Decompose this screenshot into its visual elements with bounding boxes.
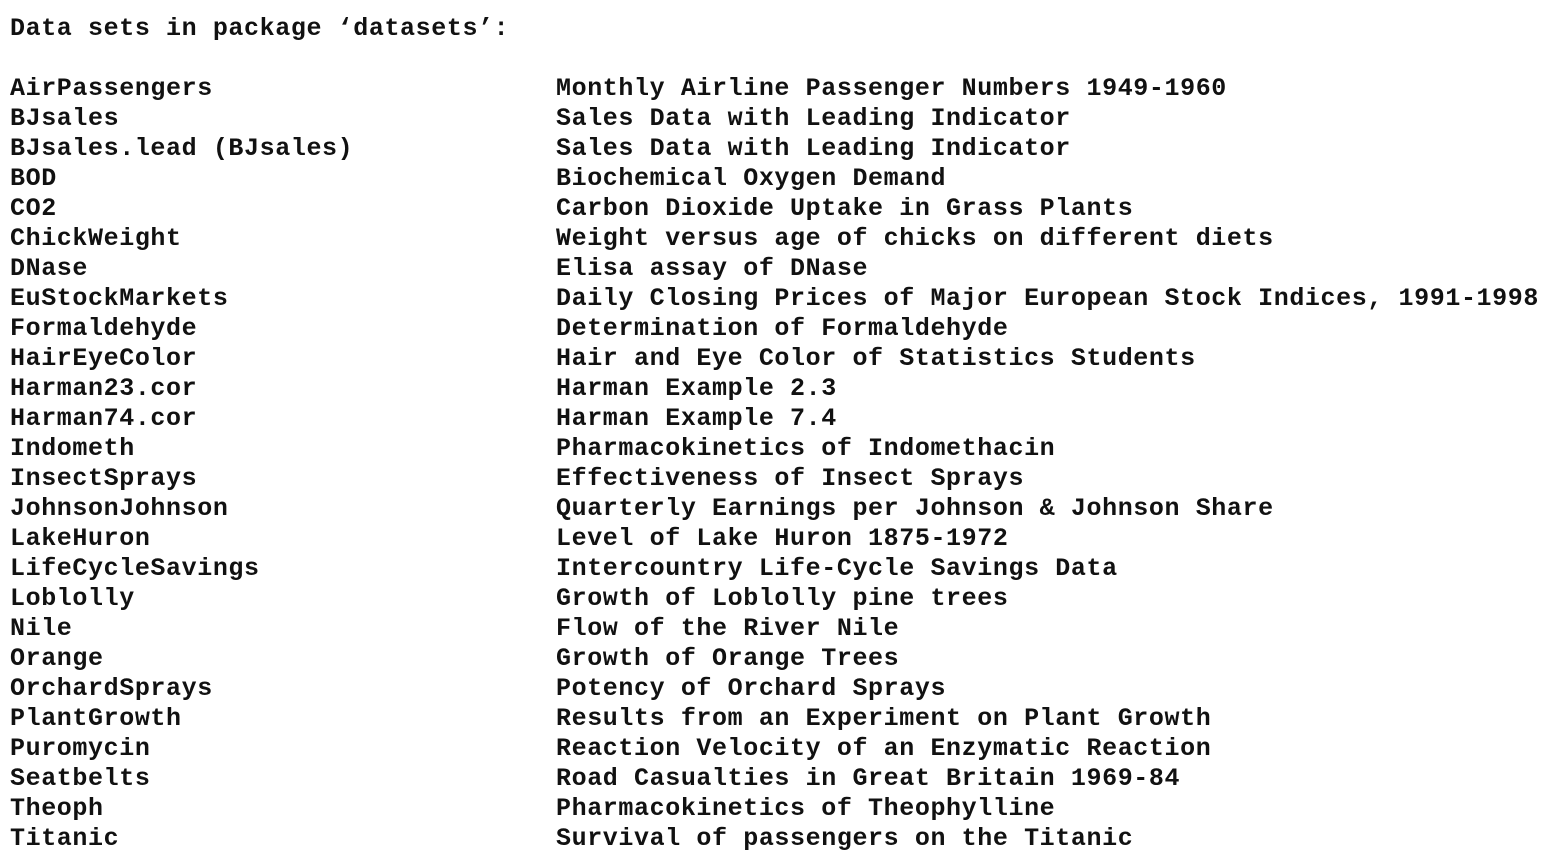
list-item xyxy=(10,284,1560,314)
dataset-name: Titanic xyxy=(10,824,120,853)
dataset-name: Formaldehyde xyxy=(10,314,198,343)
list-item xyxy=(10,794,1560,824)
dataset-description: Biochemical Oxygen Demand xyxy=(556,164,947,193)
dataset-name: Harman23.cor xyxy=(10,374,198,403)
dataset-name: JohnsonJohnson xyxy=(10,494,229,523)
list-item xyxy=(10,254,1560,284)
dataset-name: Puromycin xyxy=(10,734,151,763)
dataset-name: Indometh xyxy=(10,434,135,463)
list-item xyxy=(10,104,1560,134)
dataset-description: Effectiveness of Insect Sprays xyxy=(556,464,1025,493)
dataset-description: Harman Example 7.4 xyxy=(556,404,837,433)
dataset-description: Elisa assay of DNase xyxy=(556,254,869,283)
dataset-description: Determination of Formaldehyde xyxy=(556,314,1009,343)
dataset-name: HairEyeColor xyxy=(10,344,198,373)
list-item xyxy=(10,134,1560,164)
list-item xyxy=(10,494,1560,524)
dataset-name: LakeHuron xyxy=(10,524,151,553)
dataset-description: Growth of Loblolly pine trees xyxy=(556,584,1009,613)
list-item xyxy=(10,554,1560,584)
dataset-description: Intercountry Life-Cycle Savings Data xyxy=(556,554,1118,583)
dataset-name: ChickWeight xyxy=(10,224,182,253)
dataset-name: InsectSprays xyxy=(10,464,198,493)
dataset-description: Pharmacokinetics of Theophylline xyxy=(556,794,1056,823)
dataset-name: BJsales.lead (BJsales) xyxy=(10,134,354,163)
list-item xyxy=(10,824,1560,854)
dataset-name: Loblolly xyxy=(10,584,135,613)
dataset-name: AirPassengers xyxy=(10,74,213,103)
list-item xyxy=(10,404,1560,434)
dataset-name: Theoph xyxy=(10,794,104,823)
list-item xyxy=(10,734,1560,764)
dataset-description: Results from an Experiment on Plant Growth xyxy=(556,704,1212,733)
dataset-name: PlantGrowth xyxy=(10,704,182,733)
dataset-name: Nile xyxy=(10,614,73,643)
dataset-description: Pharmacokinetics of Indomethacin xyxy=(556,434,1056,463)
list-item xyxy=(10,464,1560,494)
list-item xyxy=(10,314,1560,344)
dataset-description: Monthly Airline Passenger Numbers 1949-1960 xyxy=(556,74,1227,103)
list-item xyxy=(10,764,1560,794)
dataset-description: Carbon Dioxide Uptake in Grass Plants xyxy=(556,194,1134,223)
dataset-description: Weight versus age of chicks on different diets xyxy=(556,224,1274,253)
list-item xyxy=(10,344,1560,374)
list-item xyxy=(10,644,1560,674)
list-item xyxy=(10,584,1560,614)
dataset-description: Road Casualties in Great Britain 1969-84 xyxy=(556,764,1181,793)
dataset-name: BJsales xyxy=(10,104,120,133)
list-item xyxy=(10,224,1560,254)
dataset-description: Potency of Orchard Sprays xyxy=(556,674,947,703)
dataset-description: Sales Data with Leading Indicator xyxy=(556,104,1071,133)
dataset-name: EuStockMarkets xyxy=(10,284,229,313)
list-item xyxy=(10,374,1560,404)
list-item xyxy=(10,704,1560,734)
list-item xyxy=(10,674,1560,704)
dataset-name: Seatbelts xyxy=(10,764,151,793)
dataset-description: Level of Lake Huron 1875-1972 xyxy=(556,524,1009,553)
dataset-name: Harman74.cor xyxy=(10,404,198,433)
list-item xyxy=(10,434,1560,464)
list-item xyxy=(10,74,1560,104)
dataset-description: Quarterly Earnings per Johnson & Johnson Share xyxy=(556,494,1274,523)
dataset-name: CO2 xyxy=(10,194,57,223)
dataset-description: Hair and Eye Color of Statistics Students xyxy=(556,344,1196,373)
dataset-name: BOD xyxy=(10,164,57,193)
dataset-name: DNase xyxy=(10,254,89,283)
dataset-description: Daily Closing Prices of Major European Stock Indices, 1991-1998 xyxy=(556,284,1539,313)
list-item xyxy=(10,194,1560,224)
dataset-list xyxy=(10,74,1560,854)
dataset-description: Reaction Velocity of an Enzymatic Reaction xyxy=(556,734,1212,763)
list-item xyxy=(10,524,1560,554)
dataset-description: Growth of Orange Trees xyxy=(556,644,900,673)
list-item xyxy=(10,614,1560,644)
dataset-name: OrchardSprays xyxy=(10,674,213,703)
list-item xyxy=(10,164,1560,194)
dataset-description: Flow of the River Nile xyxy=(556,614,900,643)
dataset-description: Harman Example 2.3 xyxy=(556,374,837,403)
dataset-description: Sales Data with Leading Indicator xyxy=(556,134,1071,163)
page-title: Data sets in package ‘datasets’: xyxy=(10,14,510,43)
dataset-name: LifeCycleSavings xyxy=(10,554,260,583)
dataset-name: Orange xyxy=(10,644,104,673)
dataset-description: Survival of passengers on the Titanic xyxy=(556,824,1134,853)
